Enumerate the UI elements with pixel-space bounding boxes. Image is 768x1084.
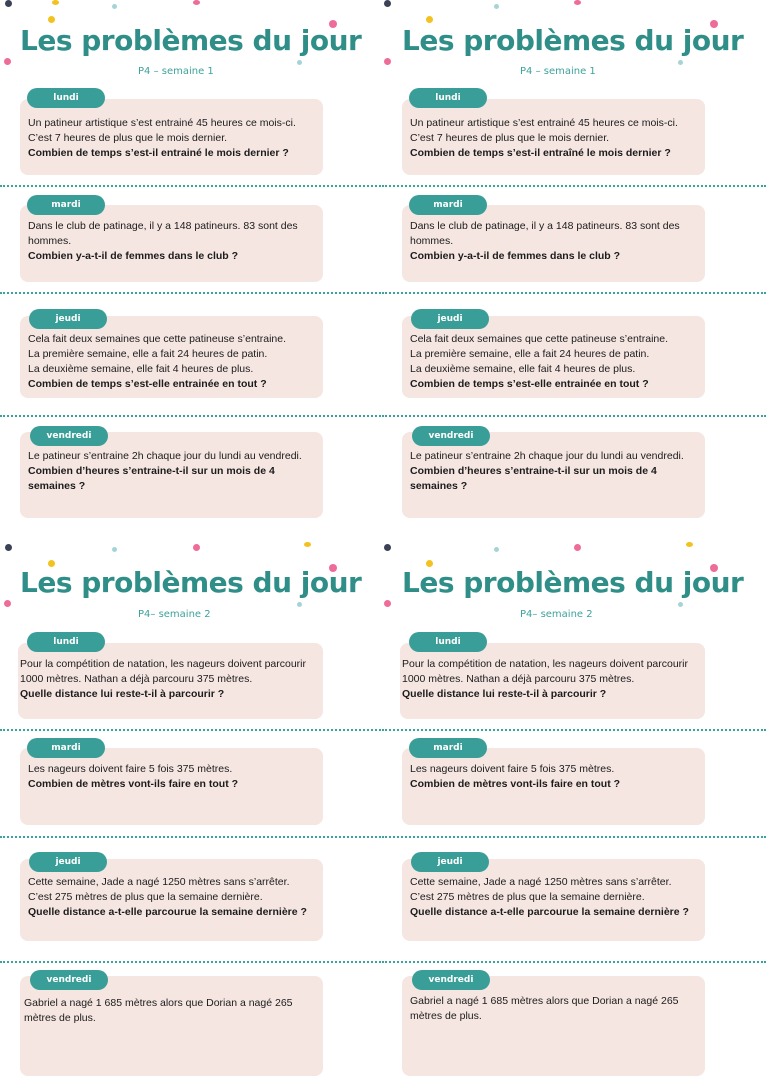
day-label-lundi: lundi (27, 88, 105, 108)
dotted-divider (382, 185, 766, 187)
page-title: Les problèmes du jour (20, 24, 362, 57)
day-label-mardi: mardi (27, 738, 105, 758)
page-subtitle: P4– semaine 2 (138, 609, 211, 620)
problem-question: Combien y-a-t-il de femmes dans le club ? (410, 250, 621, 262)
problem-text: La première semaine, elle a fait 24 heures de patin. (28, 348, 268, 360)
problem-question: Quelle distance lui reste-t-il à parcourir ? (20, 688, 225, 700)
problem-question: Quelle distance a-t-elle parcourue la semaine dernière ? (410, 906, 689, 918)
problem-text: C’est 7 heures de plus que le mois dernier. (28, 132, 228, 144)
problem-question: Combien d’heures s’entraine-t-il sur un mois de 4 semaines ? (28, 465, 275, 492)
problem-text: Cette semaine, Jade a nagé 1250 mètres sans s’arrêter. (28, 876, 290, 888)
day-label-jeudi: jeudi (411, 309, 489, 329)
page-title: Les problèmes du jour (20, 566, 362, 599)
problem-text: Gabriel a nagé 1 685 mètres alors que Dorian a nagé 265 mètres de plus. (24, 997, 293, 1024)
day-label-vendredi: vendredi (412, 970, 490, 990)
problem-text: Pour la compétition de natation, les nageurs doivent parcourir 1000 mètres. Nathan a déjà parcouru 375 mètres. (20, 658, 307, 685)
day-label-jeudi: jeudi (411, 852, 489, 872)
page-subtitle: P4– semaine 2 (520, 609, 593, 620)
confetti-dot (426, 16, 433, 23)
dotted-divider (0, 729, 384, 731)
confetti-dot (384, 58, 391, 65)
problem-text: Pour la compétition de natation, les nageurs doivent parcourir 1000 mètres. Nathan a déjà parcouru 375 mètres. (402, 658, 689, 685)
problem-card-lundi (20, 99, 323, 175)
problem-card-lundi (400, 643, 705, 719)
confetti-dot (494, 547, 499, 552)
problem-card-mardi (402, 205, 705, 282)
confetti-dot (112, 547, 117, 552)
day-label-mardi: mardi (409, 738, 487, 758)
problem-question: Quelle distance lui reste-t-il à parcourir ? (402, 688, 607, 700)
problem-question: Combien de temps s’est-il entraîné le mois dernier ? (410, 147, 671, 159)
problem-text: Le patineur s’entraine 2h chaque jour du lundi au vendredi. (28, 450, 302, 462)
dotted-divider (0, 961, 384, 963)
problem-question: Combien d’heures s’entraine-t-il sur un mois de 4 semaines ? (410, 465, 657, 492)
confetti-dot (5, 544, 12, 551)
confetti-dot (384, 544, 391, 551)
problem-card-lundi (402, 99, 705, 175)
dotted-divider (0, 292, 384, 294)
day-label-vendredi: vendredi (30, 426, 108, 446)
problem-card-lundi (18, 643, 323, 719)
day-label-jeudi: jeudi (29, 852, 107, 872)
problem-text: Le patineur s’entraine 2h chaque jour du lundi au vendredi. (410, 450, 684, 462)
confetti-dot (686, 542, 693, 547)
problem-question: Quelle distance a-t-elle parcourue la semaine dernière ? (28, 906, 307, 918)
page-subtitle: P4 – semaine 1 (138, 66, 214, 77)
day-label-vendredi: vendredi (412, 426, 490, 446)
problem-card-vendredi (402, 976, 705, 1076)
problem-text: Cette semaine, Jade a nagé 1250 mètres sans s’arrêter. (410, 876, 672, 888)
day-label-jeudi: jeudi (29, 309, 107, 329)
dotted-divider (382, 729, 766, 731)
problem-question: Combien y-a-t-il de femmes dans le club ? (28, 250, 239, 262)
confetti-dot (193, 544, 200, 551)
confetti-dot (297, 60, 302, 65)
problem-question: Combien de temps s’est-elle entrainée en tout ? (410, 378, 649, 390)
problem-text: Un patineur artistique s’est entrainé 45 heures ce mois-ci. C’est 7 heures de plus que le mois dernier. (410, 117, 678, 144)
confetti-dot (297, 602, 302, 607)
problem-card-mardi (20, 205, 323, 282)
day-label-vendredi: vendredi (30, 970, 108, 990)
dotted-divider (382, 961, 766, 963)
worksheet-week2-left (0, 542, 384, 1084)
problem-text: La première semaine, elle a fait 24 heures de patin. (410, 348, 650, 360)
confetti-dot (48, 16, 55, 23)
problem-text: La deuxième semaine, elle fait 4 heures de plus. (28, 363, 254, 375)
problem-text: Cela fait deux semaines que cette patineuse s’entraine. (28, 333, 286, 345)
problem-card-mardi (20, 748, 323, 825)
problem-text: Les nageurs doivent faire 5 fois 375 mètres. (410, 763, 615, 775)
page-subtitle: P4 – semaine 1 (520, 66, 596, 77)
worksheet-week2-right (382, 542, 766, 1084)
confetti-dot (4, 58, 11, 65)
dotted-divider (382, 292, 766, 294)
problem-question: Combien de mètres vont-ils faire en tout ? (28, 778, 239, 790)
dotted-divider (0, 415, 384, 417)
confetti-dot (52, 0, 59, 5)
problem-text: C’est 275 mètres de plus que la semaine dernière. (410, 891, 645, 903)
problem-text: Dans le club de patinage, il y a 148 patineurs. 83 sont des hommes. (28, 220, 298, 247)
confetti-dot (678, 60, 683, 65)
problem-text: C’est 275 mètres de plus que la semaine dernière. (28, 891, 263, 903)
confetti-dot (304, 542, 311, 547)
problem-card-mardi (402, 748, 705, 825)
problem-text: Un patineur artistique s’est entrainé 45 heures ce mois-ci. (28, 117, 296, 129)
confetti-dot (574, 544, 581, 551)
confetti-dot (384, 0, 391, 7)
dotted-divider (0, 836, 384, 838)
problem-text: Dans le club de patinage, il y a 148 patineurs. 83 sont des hommes. (410, 220, 680, 247)
problem-question: Combien de mètres vont-ils faire en tout ? (410, 778, 621, 790)
dotted-divider (0, 185, 384, 187)
problem-text: Gabriel a nagé 1 685 mètres alors que Dorian a nagé 265 mètres de plus. (410, 995, 679, 1022)
confetti-dot (574, 0, 581, 5)
problem-text: Cela fait deux semaines que cette patineuse s’entraine. (410, 333, 668, 345)
day-label-mardi: mardi (409, 195, 487, 215)
problem-text: La deuxième semaine, elle fait 4 heures de plus. (410, 363, 636, 375)
day-label-lundi: lundi (409, 632, 487, 652)
problem-question: Combien de temps s’est-elle entrainée en tout ? (28, 378, 267, 390)
page-title: Les problèmes du jour (402, 566, 744, 599)
page-title: Les problèmes du jour (402, 24, 744, 57)
problem-text: Les nageurs doivent faire 5 fois 375 mètres. (28, 763, 233, 775)
confetti-dot (193, 0, 200, 5)
day-label-lundi: lundi (409, 88, 487, 108)
worksheet-week1-left (0, 0, 384, 542)
confetti-dot (678, 602, 683, 607)
confetti-dot (384, 600, 391, 607)
dotted-divider (382, 836, 766, 838)
confetti-dot (5, 0, 12, 7)
confetti-dot (4, 600, 11, 607)
day-label-lundi: lundi (27, 632, 105, 652)
confetti-dot (494, 4, 499, 9)
worksheet-week1-right (382, 0, 766, 542)
dotted-divider (382, 415, 766, 417)
confetti-dot (112, 4, 117, 9)
problem-card-vendredi (20, 976, 323, 1076)
day-label-mardi: mardi (27, 195, 105, 215)
problem-question: Combien de temps s’est-il entrainé le mois dernier ? (28, 147, 289, 159)
